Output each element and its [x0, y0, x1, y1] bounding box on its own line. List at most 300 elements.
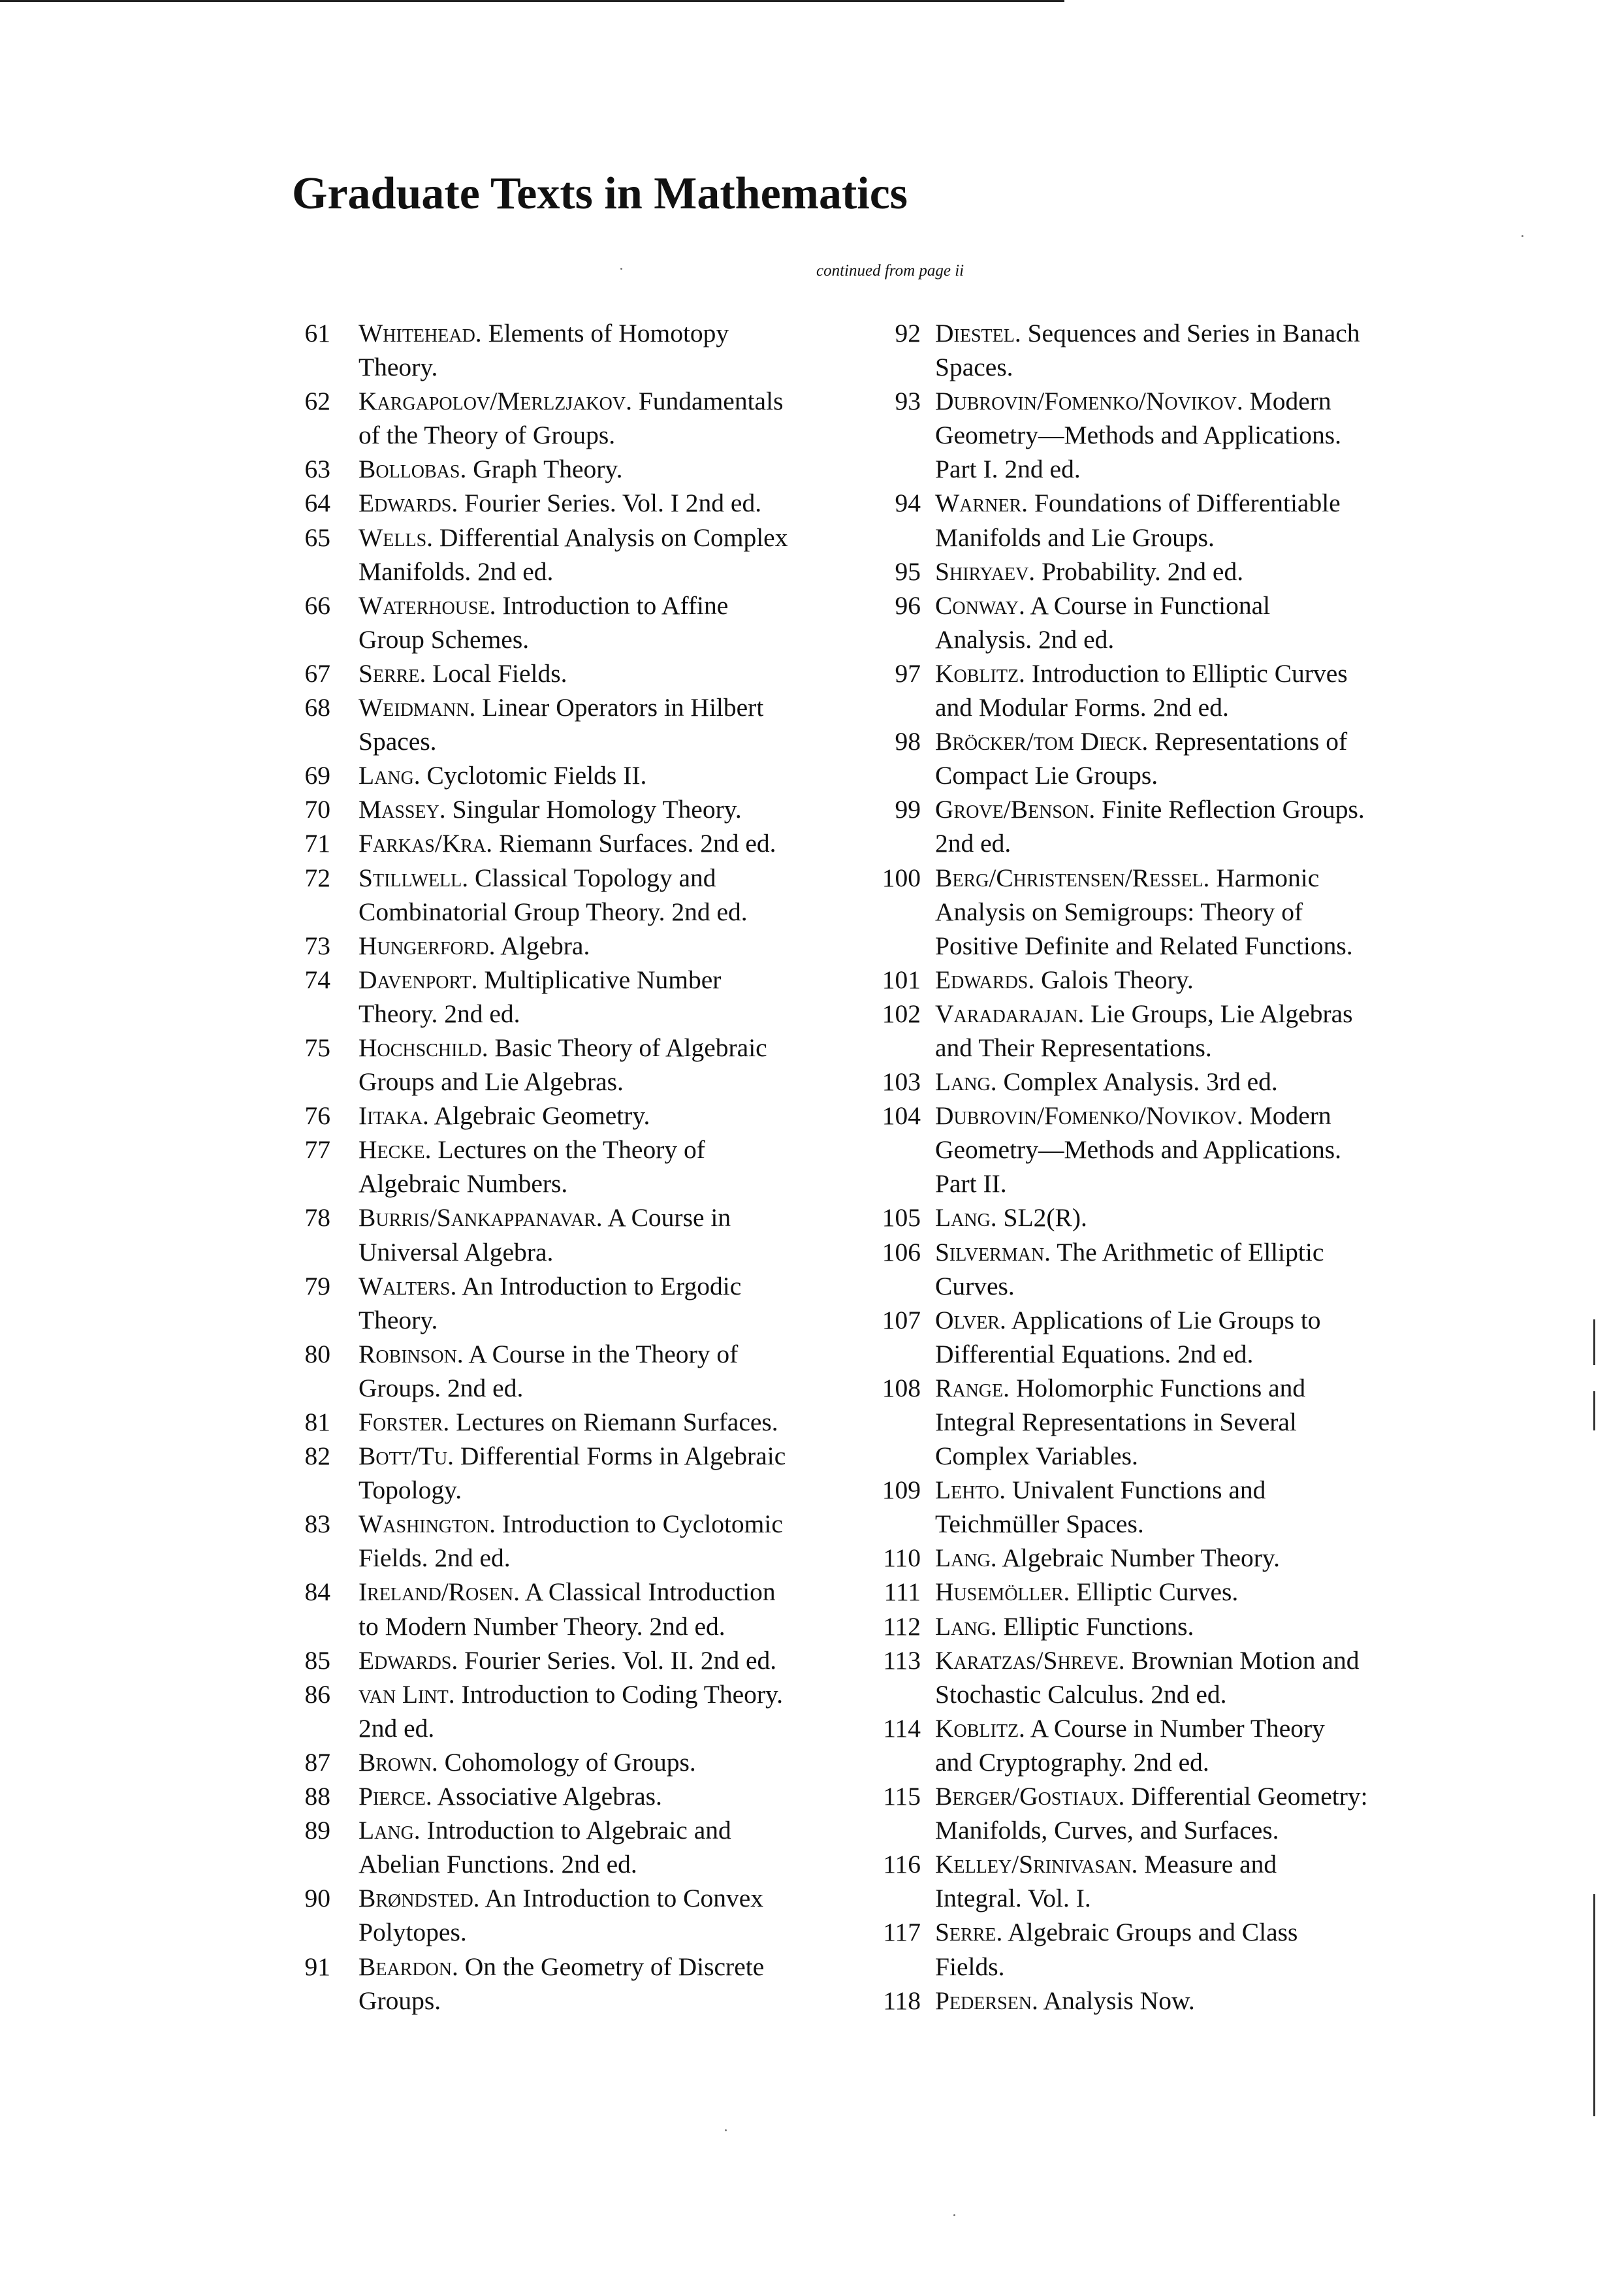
book-entry — [862, 656, 1450, 724]
book-title: Differential Forms in Algebraic Topology. — [358, 1442, 786, 1505]
book-description — [358, 1269, 854, 1337]
book-title: A Classical Introduction to Modern Number Theory. 2nd ed. — [358, 1577, 776, 1641]
continued-note: continued from page ii — [816, 262, 964, 280]
book-description — [358, 1779, 854, 1813]
book-author: Whitehead. — [358, 319, 482, 347]
book-entry — [862, 1847, 1450, 1915]
book-description — [935, 656, 1450, 724]
book-number: 114 — [883, 1713, 921, 1743]
book-number: 102 — [882, 999, 921, 1028]
book-author: Forster. — [358, 1408, 450, 1436]
book-description — [935, 1779, 1450, 1847]
book-entry — [293, 452, 854, 486]
book-description — [358, 521, 854, 589]
book-author: Lang. — [358, 1816, 421, 1845]
book-author: Lang. — [935, 1543, 997, 1573]
book-number: 103 — [882, 1067, 921, 1097]
book-description — [358, 1677, 854, 1745]
book-author: Dubrovin/Fomenko/Novikov. — [935, 1101, 1243, 1131]
book-number: 96 — [895, 590, 921, 620]
top-rule — [0, 0, 1064, 2]
book-number: 71 — [304, 829, 330, 858]
book-entry — [293, 1575, 854, 1643]
book-entry — [293, 826, 854, 860]
book-number: 88 — [304, 1782, 330, 1811]
book-title: Holomorphic Functions and Integral Representations in Several Complex Variables. — [935, 1373, 1306, 1471]
book-title: A Course in Universal Algebra. — [358, 1203, 731, 1266]
book-description — [358, 1405, 854, 1439]
book-author: Burris/Sankappanavar. — [358, 1203, 603, 1233]
book-author: Bott/Tu. — [358, 1442, 454, 1471]
book-author: Serre. — [935, 1918, 1003, 1947]
book-description — [935, 486, 1450, 554]
book-description — [935, 1235, 1450, 1303]
book-author: Edwards. — [358, 1645, 458, 1675]
book-number: 113 — [883, 1645, 921, 1675]
book-author: Koblitz. — [935, 1713, 1025, 1743]
book-number: 110 — [883, 1543, 921, 1573]
book-number: 109 — [882, 1476, 921, 1505]
book-title: Harmonic Analysis on Semigroups: Theory of Positive Definite and Related Functions. — [935, 863, 1353, 960]
book-title: The Arithmetic of Elliptic Curves. — [935, 1237, 1324, 1300]
book-description — [935, 316, 1450, 384]
book-number: 81 — [304, 1408, 330, 1436]
book-author: Bollobas. — [358, 455, 467, 484]
book-author: Massey. — [358, 795, 446, 824]
book-entry — [293, 1643, 854, 1677]
book-number: 92 — [895, 319, 921, 347]
book-title: Introduction to Coding Theory. 2nd ed. — [358, 1679, 784, 1743]
book-title: Univalent Functions and Teichmüller Spaces. — [935, 1476, 1266, 1539]
book-author: Lang. — [935, 1611, 997, 1641]
book-title: Multiplicative Number Theory. 2nd ed. — [358, 965, 722, 1028]
book-number: 72 — [304, 863, 330, 892]
book-entry — [293, 1507, 854, 1575]
book-entry — [862, 1984, 1450, 2018]
scan-speck — [953, 2214, 955, 2216]
book-title: Differential Analysis on Complex Manifolds. 2nd ed. — [358, 523, 788, 586]
book-title: Cyclotomic Fields II. — [420, 761, 647, 790]
book-author: Pierce. — [358, 1782, 432, 1811]
book-author: Berg/Christensen/Ressel. — [935, 863, 1210, 892]
book-author: Edwards. — [358, 489, 458, 518]
book-entry — [293, 758, 854, 792]
book-title: Galois Theory. — [1034, 965, 1194, 994]
book-entry — [862, 1201, 1450, 1234]
book-author: Silverman. — [935, 1237, 1051, 1266]
book-title: Lectures on Riemann Surfaces. — [449, 1408, 778, 1436]
book-entry — [293, 1031, 854, 1099]
book-title: Elements of Homotopy Theory. — [358, 319, 729, 382]
book-title: An Introduction to Ergodic Theory. — [358, 1271, 742, 1334]
book-number: 62 — [304, 387, 330, 416]
book-entry — [293, 1779, 854, 1813]
book-number: 90 — [304, 1884, 330, 1913]
book-author: Wells. — [358, 523, 434, 552]
book-author: Shiryaev. — [935, 556, 1036, 586]
book-number: 99 — [895, 795, 921, 824]
book-author: Bröcker/tom Dieck. — [935, 727, 1149, 756]
book-description — [358, 792, 854, 826]
book-entry — [862, 997, 1450, 1065]
book-title: Lectures on the Theory of Algebraic Numbers. — [358, 1135, 705, 1199]
book-title: A Course in Functional Analysis. 2nd ed. — [935, 590, 1271, 654]
book-author: Lang. — [935, 1067, 997, 1097]
book-number: 116 — [883, 1850, 921, 1879]
book-entry — [862, 792, 1450, 860]
book-author: Hungerford. — [358, 931, 496, 960]
book-entry — [293, 1099, 854, 1133]
book-author: Lehto. — [935, 1476, 1006, 1505]
book-description — [935, 1099, 1450, 1201]
book-author: Grove/Benson. — [935, 795, 1096, 824]
book-entry — [293, 1745, 854, 1779]
book-author: Walters. — [358, 1271, 457, 1300]
book-title: Finite Reflection Groups. 2nd ed. — [935, 795, 1365, 858]
book-author: Pedersen. — [935, 1986, 1038, 2015]
book-title: SL2(R). — [996, 1203, 1087, 1233]
book-description — [358, 758, 854, 792]
book-number: 95 — [895, 556, 921, 586]
left-column — [293, 316, 854, 2018]
book-entry — [293, 656, 854, 690]
book-title: Fourier Series. Vol. II. 2nd ed. — [458, 1645, 777, 1675]
book-author: Brown. — [358, 1747, 438, 1777]
book-entry — [293, 1813, 854, 1881]
book-entry — [862, 1711, 1450, 1779]
book-author: Conway. — [935, 590, 1025, 620]
book-entry — [862, 1371, 1450, 1473]
book-author: Iitaka. — [358, 1101, 429, 1131]
book-author: Range. — [935, 1373, 1010, 1402]
book-description — [358, 1643, 854, 1677]
book-description — [358, 452, 854, 486]
scan-edge-mark — [1593, 1391, 1595, 1430]
book-entry — [862, 861, 1450, 963]
book-number: 66 — [304, 590, 330, 620]
book-title: Graph Theory. — [466, 455, 623, 484]
book-title: Probability. 2nd ed. — [1035, 556, 1244, 586]
book-description — [935, 1473, 1450, 1541]
book-title: Fourier Series. Vol. I 2nd ed. — [458, 489, 762, 518]
book-description — [358, 826, 854, 860]
book-description — [358, 316, 854, 384]
book-description — [358, 1950, 854, 2018]
book-entry — [862, 384, 1450, 486]
page-title: Graduate Texts in Mathematics — [292, 169, 908, 219]
book-number: 65 — [304, 523, 330, 552]
book-title: Elliptic Curves. — [1070, 1577, 1239, 1607]
book-number: 67 — [304, 658, 330, 688]
book-number: 117 — [883, 1918, 921, 1947]
book-title: Introduction to Cyclotomic Fields. 2nd ed. — [358, 1509, 783, 1573]
book-author: Serre. — [358, 658, 426, 688]
book-description — [935, 861, 1450, 963]
book-entry — [293, 690, 854, 758]
book-author: Lang. — [358, 761, 421, 790]
book-entry — [293, 963, 854, 1031]
book-number: 69 — [304, 761, 330, 790]
book-author: Koblitz. — [935, 658, 1025, 688]
book-description — [935, 1711, 1450, 1779]
book-number: 68 — [304, 693, 330, 722]
book-entry — [862, 1099, 1450, 1201]
book-title: Basic Theory of Algebraic Groups and Lie Algebras. — [358, 1033, 767, 1097]
book-author: Hecke. — [358, 1135, 432, 1165]
book-number: 107 — [882, 1305, 921, 1334]
book-number: 105 — [882, 1203, 921, 1233]
book-title: Elliptic Functions. — [996, 1611, 1194, 1641]
book-author: Kargapolov/Merlzjakov. — [358, 387, 632, 416]
book-title: Differential Geometry: Manifolds, Curves, and Surfaces. — [935, 1782, 1368, 1845]
book-title: Cohomology of Groups. — [438, 1747, 696, 1777]
book-entry — [862, 724, 1450, 792]
book-entry — [293, 384, 854, 452]
book-description — [358, 1337, 854, 1405]
scan-speck — [725, 2129, 727, 2131]
book-title: Introduction to Elliptic Curves and Modular Forms. 2nd ed. — [935, 658, 1348, 722]
book-number: 85 — [304, 1645, 330, 1675]
book-title: Foundations of Differentiable Manifolds and Lie Groups. — [935, 489, 1341, 552]
book-author: Diestel. — [935, 319, 1021, 347]
book-author: Brøndsted. — [358, 1884, 480, 1913]
book-title: On the Geometry of Discrete Groups. — [358, 1952, 765, 2015]
book-title: Lie Groups, Lie Algebras and Their Representations. — [935, 999, 1353, 1062]
book-entry — [862, 316, 1450, 384]
book-entry — [293, 1881, 854, 1949]
book-description — [935, 1541, 1450, 1575]
book-title: Applications of Lie Groups to Differential Equations. 2nd ed. — [935, 1305, 1321, 1368]
book-title: Associative Algebras. — [432, 1782, 662, 1811]
book-description — [358, 1575, 854, 1643]
book-number: 106 — [882, 1237, 921, 1266]
book-entry — [293, 1677, 854, 1745]
book-title: Analysis Now. — [1038, 1986, 1195, 2015]
book-title: Linear Operators in Hilbert Spaces. — [358, 693, 764, 756]
book-entry — [293, 1405, 854, 1439]
book-description — [935, 589, 1450, 656]
book-entry — [862, 486, 1450, 554]
book-author: Varadarajan. — [935, 999, 1085, 1028]
book-number: 98 — [895, 727, 921, 756]
book-description — [935, 1984, 1450, 2018]
book-title: Sequences and Series in Banach Spaces. — [935, 319, 1360, 382]
book-number: 97 — [895, 658, 921, 688]
book-author: Karatzas/Shreve. — [935, 1645, 1125, 1675]
book-entry — [293, 521, 854, 589]
book-title: An Introduction to Convex Polytopes. — [358, 1884, 764, 1947]
book-entry — [293, 316, 854, 384]
book-description — [358, 1439, 854, 1507]
book-description — [935, 1065, 1450, 1099]
book-entry — [862, 1915, 1450, 1983]
book-author: Berger/Gostiaux. — [935, 1782, 1125, 1811]
scan-edge-mark — [1593, 1319, 1595, 1365]
book-description — [358, 486, 854, 520]
book-number: 80 — [304, 1339, 330, 1368]
book-number: 115 — [883, 1782, 921, 1811]
book-author: Washington. — [358, 1509, 496, 1539]
book-description — [358, 1507, 854, 1575]
book-author: Weidmann. — [358, 693, 476, 722]
book-entry — [293, 1269, 854, 1337]
book-description — [935, 555, 1450, 589]
book-description — [935, 1643, 1450, 1711]
book-number: 76 — [304, 1101, 330, 1131]
book-title: Introduction to Affine Group Schemes. — [358, 590, 729, 654]
book-number: 87 — [304, 1747, 330, 1777]
book-number: 86 — [304, 1679, 330, 1709]
book-description — [358, 1133, 854, 1201]
book-description — [935, 1609, 1450, 1643]
book-author: Husemöller. — [935, 1577, 1070, 1607]
book-number: 104 — [882, 1101, 921, 1131]
book-author: Lang. — [935, 1203, 997, 1233]
book-entry — [862, 1541, 1450, 1575]
book-entry — [862, 1609, 1450, 1643]
book-description — [935, 1201, 1450, 1234]
book-author: Hochschild. — [358, 1033, 488, 1062]
book-number: 77 — [304, 1135, 330, 1165]
book-number: 118 — [883, 1986, 921, 2015]
book-number: 112 — [883, 1611, 921, 1641]
book-author: Olver. — [935, 1305, 1006, 1334]
book-title: A Course in the Theory of Groups. 2nd ed. — [358, 1339, 739, 1402]
book-description — [935, 384, 1450, 486]
book-number: 63 — [304, 455, 330, 484]
book-number: 83 — [304, 1509, 330, 1539]
book-number: 93 — [895, 387, 921, 416]
book-entry — [862, 963, 1450, 997]
book-entry — [293, 1950, 854, 2018]
book-entry — [293, 589, 854, 656]
book-description — [935, 1915, 1450, 1983]
book-author: Dubrovin/Fomenko/Novikov. — [935, 387, 1243, 416]
book-description — [935, 1303, 1450, 1371]
book-title: Singular Homology Theory. — [445, 795, 742, 824]
book-description — [935, 963, 1450, 997]
right-column — [862, 316, 1450, 2018]
book-author: Stillwell. — [358, 863, 469, 892]
book-number: 91 — [304, 1952, 330, 1981]
book-entry — [862, 1303, 1450, 1371]
book-title: Modern Geometry—Methods and Applications. Part I. 2nd ed. — [935, 387, 1342, 484]
book-title: Representations of Compact Lie Groups. — [935, 727, 1348, 790]
book-number: 70 — [304, 795, 330, 824]
book-entry — [293, 1201, 854, 1268]
book-description — [935, 1847, 1450, 1915]
book-entry — [862, 1575, 1450, 1609]
book-number: 78 — [304, 1203, 330, 1233]
book-title: Brownian Motion and Stochastic Calculus. 2nd ed. — [935, 1645, 1360, 1709]
book-entry — [862, 1643, 1450, 1711]
scan-speck — [1521, 235, 1523, 237]
book-number: 64 — [304, 489, 330, 518]
book-title: Riemann Surfaces. 2nd ed. — [492, 829, 776, 858]
scan-edge-mark — [1593, 1894, 1595, 2116]
book-author: Farkas/Kra. — [358, 829, 493, 858]
book-description — [358, 589, 854, 656]
book-title: Local Fields. — [426, 658, 567, 688]
book-description — [358, 1813, 854, 1881]
book-description — [935, 792, 1450, 860]
book-title: Classical Topology and Combinatorial Group Theory. 2nd ed. — [358, 863, 748, 926]
book-number: 84 — [304, 1577, 330, 1607]
book-title: Modern Geometry—Methods and Applications. Part II. — [935, 1101, 1342, 1199]
book-entry — [862, 1065, 1450, 1099]
book-author: Beardon. — [358, 1952, 458, 1981]
book-title: Algebraic Groups and Class Fields. — [935, 1918, 1298, 1981]
book-description — [358, 1745, 854, 1779]
book-number: 74 — [304, 965, 330, 994]
book-author: Robinson. — [358, 1339, 464, 1368]
book-number: 73 — [304, 931, 330, 960]
book-description — [935, 997, 1450, 1065]
book-description — [358, 1201, 854, 1268]
book-entry — [293, 929, 854, 963]
book-title: A Course in Number Theory and Cryptography. 2nd ed. — [935, 1713, 1325, 1777]
book-entry — [862, 589, 1450, 656]
book-entry — [862, 1779, 1450, 1847]
book-title: Measure and Integral. Vol. I. — [935, 1850, 1277, 1913]
book-number: 101 — [882, 965, 921, 994]
book-description — [358, 963, 854, 1031]
book-description — [935, 724, 1450, 792]
book-title: Fundamentals of the Theory of Groups. — [358, 387, 784, 450]
book-entry — [862, 1473, 1450, 1541]
book-description — [358, 656, 854, 690]
book-description — [358, 929, 854, 963]
book-author: Warner. — [935, 489, 1028, 518]
book-description — [358, 1881, 854, 1949]
book-number: 82 — [304, 1442, 330, 1471]
book-title: Complex Analysis. 3rd ed. — [996, 1067, 1278, 1097]
book-entry — [862, 555, 1450, 589]
book-description — [358, 861, 854, 929]
book-author: Kelley/Srinivasan. — [935, 1850, 1138, 1879]
book-entry — [293, 861, 854, 929]
book-entry — [293, 792, 854, 826]
book-entry — [293, 1439, 854, 1507]
book-entry — [862, 1235, 1450, 1303]
book-number: 100 — [882, 863, 921, 892]
book-author: Edwards. — [935, 965, 1035, 994]
book-author: Ireland/Rosen. — [358, 1577, 520, 1607]
book-number: 61 — [304, 319, 330, 347]
book-title: Algebraic Number Theory. — [996, 1543, 1280, 1573]
book-number: 108 — [882, 1373, 921, 1402]
book-number: 89 — [304, 1816, 330, 1845]
book-description — [358, 384, 854, 452]
book-title: Introduction to Algebraic and Abelian Functions. 2nd ed. — [358, 1816, 731, 1879]
book-number: 111 — [884, 1577, 921, 1607]
book-number: 94 — [895, 489, 921, 518]
book-entry — [293, 1133, 854, 1201]
book-entry — [293, 486, 854, 520]
book-description — [935, 1371, 1450, 1473]
book-number: 79 — [304, 1271, 330, 1300]
book-entry — [293, 1337, 854, 1405]
scan-speck — [620, 268, 622, 270]
book-author: Davenport. — [358, 965, 478, 994]
book-author: Waterhouse. — [358, 590, 496, 620]
book-number: 75 — [304, 1033, 330, 1062]
book-title: Algebraic Geometry. — [428, 1101, 650, 1131]
book-author: van Lint. — [358, 1679, 455, 1709]
book-description — [358, 1099, 854, 1133]
book-title: Algebra. — [495, 931, 590, 960]
book-description — [935, 1575, 1450, 1609]
